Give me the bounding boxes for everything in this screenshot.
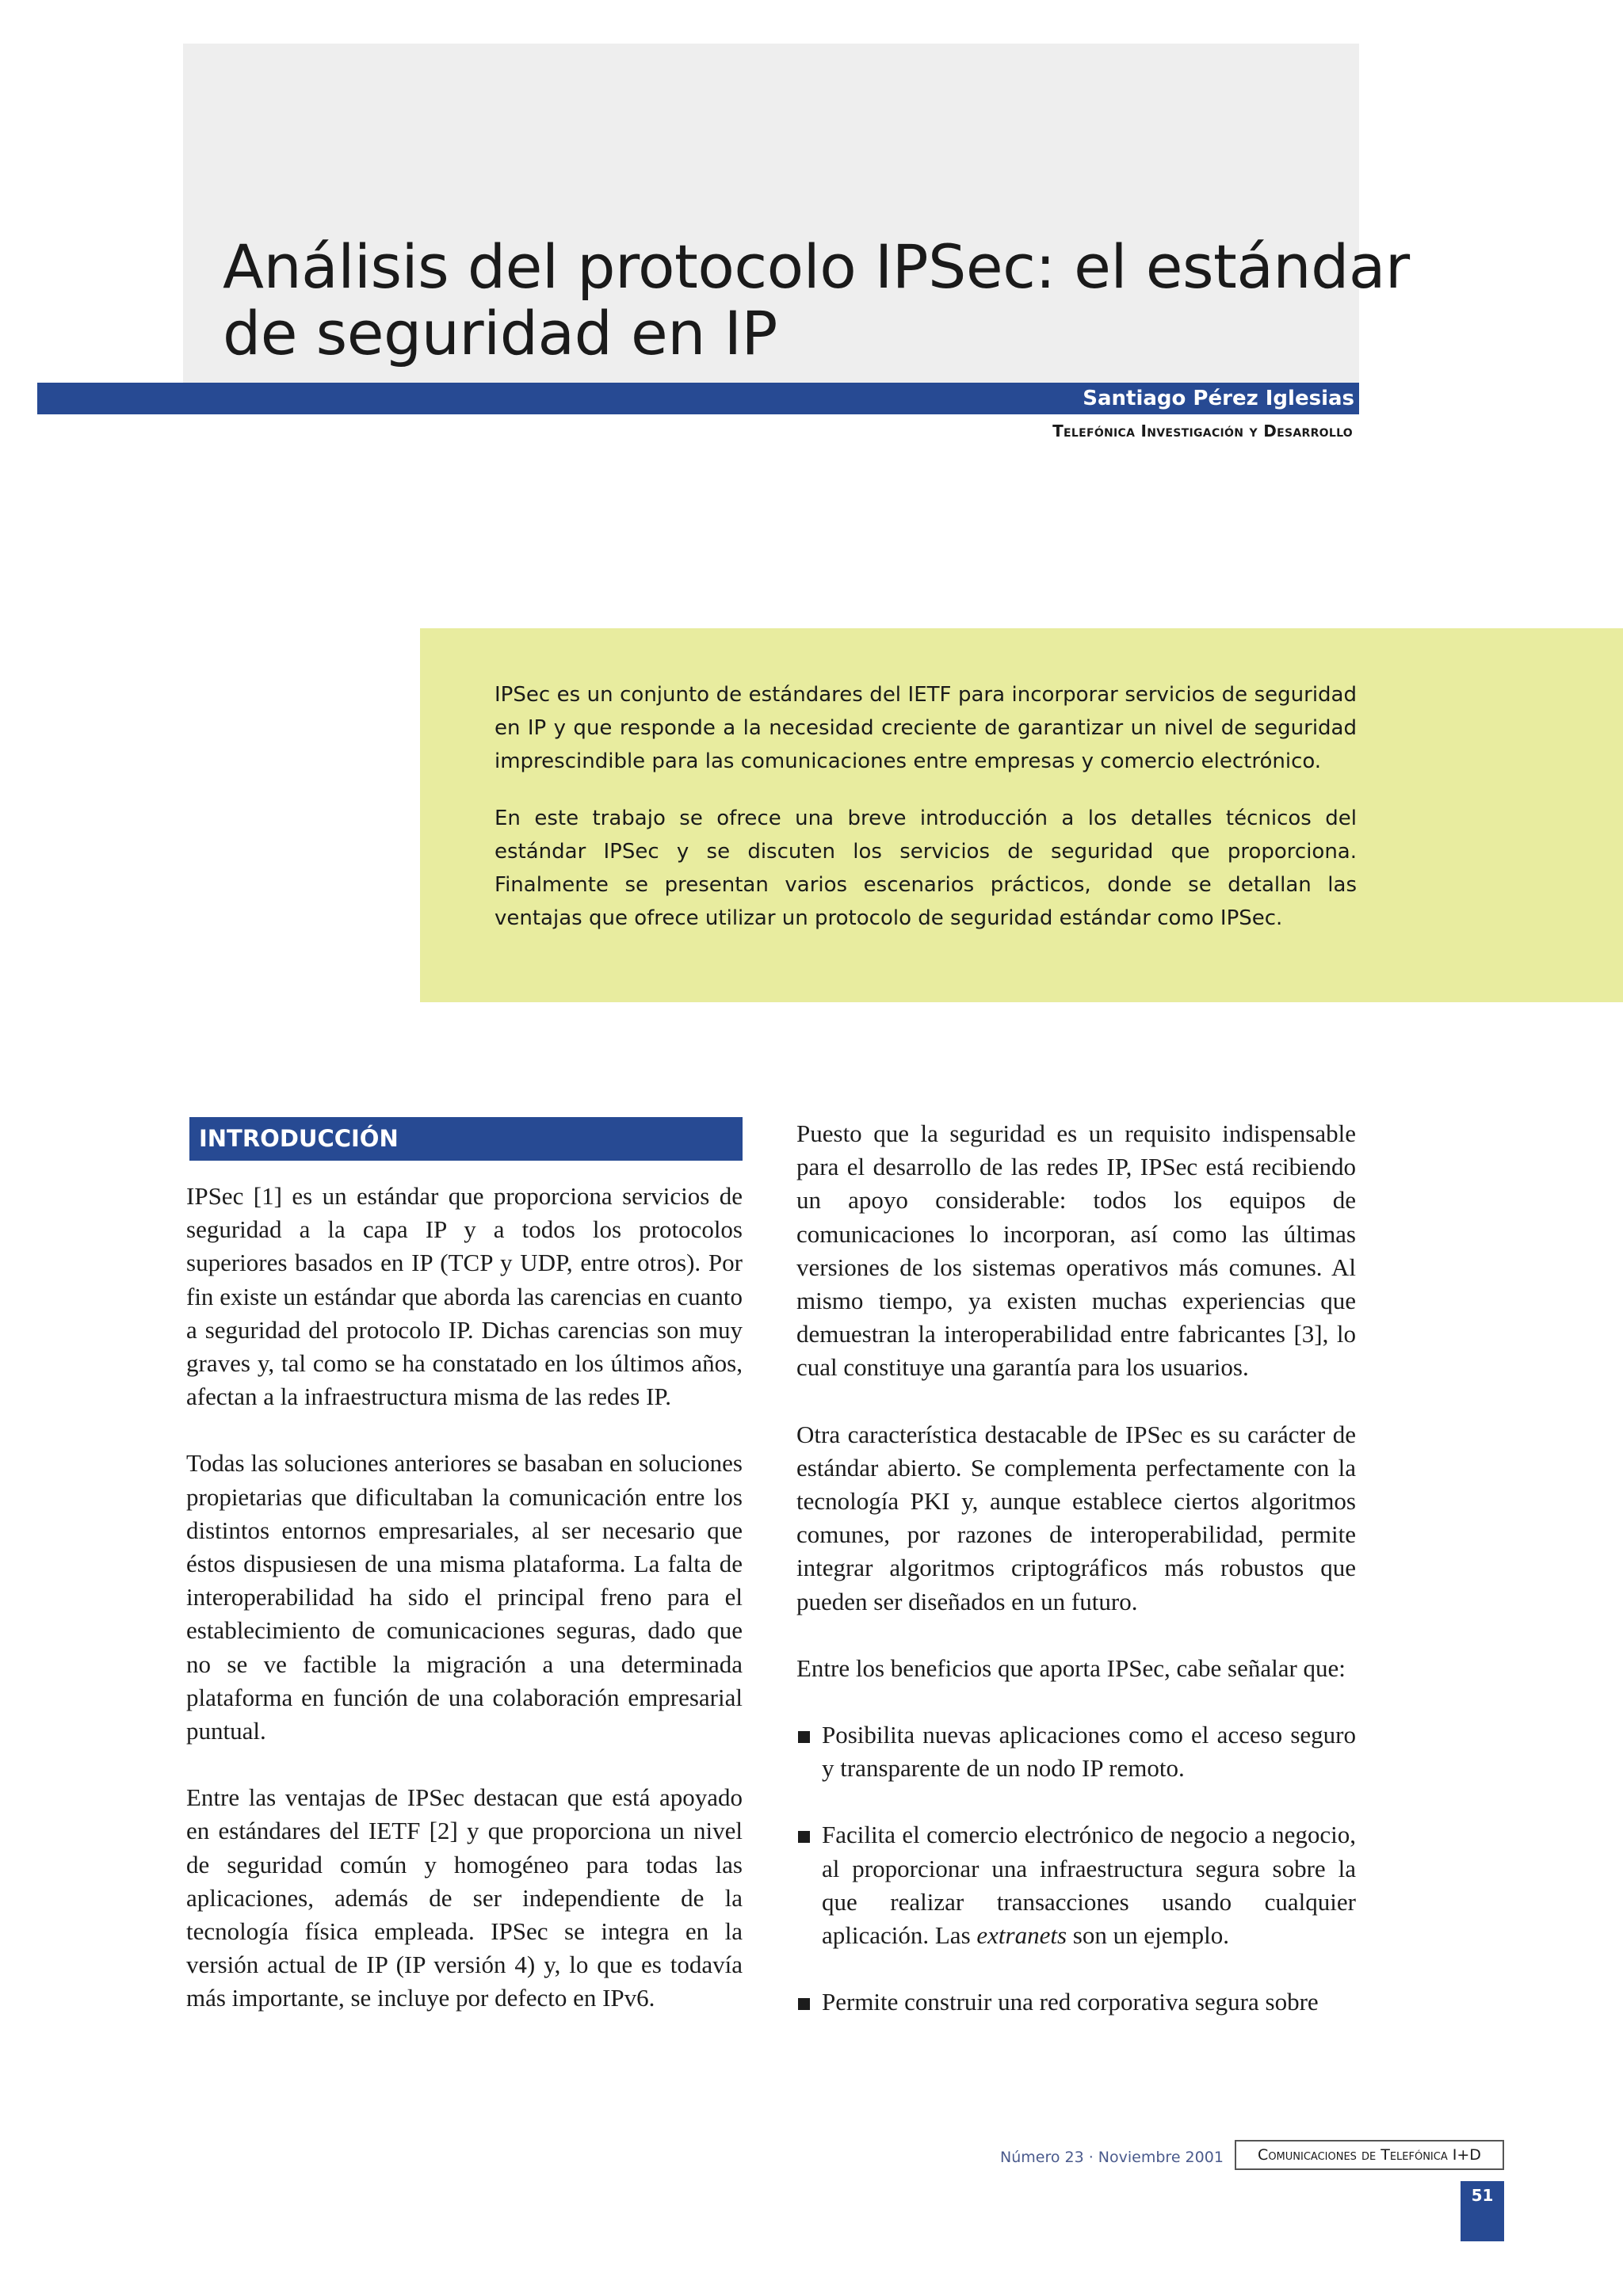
author-affiliation: Telefónica Investigación y Desarrollo (1052, 421, 1353, 441)
abstract-paragraph: IPSec es un conjunto de estándares del IETF para incorporar servicios de seguridad en IP y que responde a la necesidad creciente de garantizar un nivel de seguridad imprescindible para las comunicaciones entre empresas y comercio electrónico. (495, 683, 1357, 773)
title-line-1: Análisis del protocolo IPSec: el estándar (223, 231, 1410, 302)
list-item (796, 1818, 1356, 1952)
body-paragraph: Entre los beneficios que aporta IPSec, cabe señalar que: (796, 1653, 1346, 1682)
list-item-text: Permite construir una red corporativa segura sobre (822, 1988, 1319, 2016)
list-item (796, 1985, 1356, 2019)
page-number-box (1461, 2181, 1504, 2241)
issue-info: Número 23 · Noviembre 2001 (1000, 2149, 1224, 2166)
square-bullet-icon (798, 1998, 810, 2010)
body-paragraph: Entre las ventajas de IPSec destacan que está apoyado en estándares del IETF [2] y que proporciona un nivel de seguridad común y homogéneo para todas las aplicaciones, además de ser independiente de la tecnología física empleada. IPSec se integra en la versión actual de IP (IP versión 4) y, lo que es todavía más importante, se incluye por defecto en IPv6. (186, 1783, 743, 2012)
section-heading-bar (189, 1117, 743, 1161)
section-heading: INTRODUCCIÓN (199, 1125, 399, 1153)
title-line-2: de seguridad en IP (223, 298, 777, 368)
body-paragraph: Otra característica destacable de IPSec es su carácter de estándar abierto. Se complementa perfectamente con la tecnología PKI y, aunque establece ciertos algoritmos comunes, por razones de interoperabilidad, permite integrar algoritmos criptográficos más robustos que pueden ser diseñados en un futuro. (796, 1420, 1356, 1615)
abstract-paragraph: En este trabajo se ofrece una breve introducción a los detalles técnicos del estándar IPSec y se discuten los servicios de seguridad que proporciona. Finalmente se presentan varios escenarios prácticos, donde se detallan las ventajas que ofrece utilizar un protocolo de seguridad estándar como IPSec. (495, 807, 1357, 930)
square-bullet-icon (798, 1831, 810, 1843)
body-paragraph: Puesto que la seguridad es un requisito indispensable para el desarrollo de las redes IP, IPSec está recibiendo un apoyo considerable: todos los equipos de comunicaciones lo incorporan, así como las últimas versiones de los sistemas operativos más comunes. Al mismo tiempo, ya existen muchas experiencias que demuestran la interoperabilidad entre fabricantes [3], lo cual constituye una garantía para los usuarios. (796, 1119, 1356, 1382)
list-item-text-end: son un ejemplo. (1067, 1921, 1229, 1950)
page-number: 51 (1471, 2186, 1494, 2205)
author-bar (37, 383, 1359, 414)
square-bullet-icon (798, 1731, 810, 1743)
left-column (186, 1117, 743, 2049)
article-title (223, 231, 1410, 368)
list-item-text-start: Facilita el comercio electrónico de negocio a negocio, al proporcionar una infraestructura segura sobre la que realizar transacciones usando cualquier aplicación. Las (822, 1821, 1356, 1950)
author-name: Santiago Pérez Iglesias (1083, 387, 1354, 410)
abstract (495, 678, 1357, 959)
body-paragraph: Todas las soluciones anteriores se basaban en soluciones propietarias que dificultaban la comunicación entre los distintos entornos empresariales, al ser necesario que éstos dispusiesen de una misma plataforma. La falta de interoperabilidad ha sido el principal freno para el establecimiento de comunicaciones seguras, dado que no se ve factible la migración a una determinada plataforma en función de una colaboración empresarial puntual. (186, 1449, 743, 1745)
list-item-emphasis: extranets (976, 1921, 1067, 1950)
body-paragraph: IPSec [1] es un estándar que proporciona servicios de seguridad a la capa IP y a todos los protocolos superiores basados en IP (TCP y UDP, entre otros). Por fin existe un estándar que aborda las carencias en cuanto a seguridad del protocolo IP. Dichas carencias son muy graves y, tal como se ha constatado en los últimos años, afectan a la infraestructura misma de las redes IP. (186, 1182, 743, 1411)
right-column (796, 1117, 1356, 2052)
list-item (796, 1718, 1356, 1785)
journal-name: Comunicaciones de Telefónica I+D (1235, 2140, 1504, 2170)
benefits-list (796, 1718, 1356, 2019)
list-item-text: Posibilita nuevas aplicaciones como el acceso seguro y transparente de un nodo IP remoto. (822, 1721, 1356, 1783)
